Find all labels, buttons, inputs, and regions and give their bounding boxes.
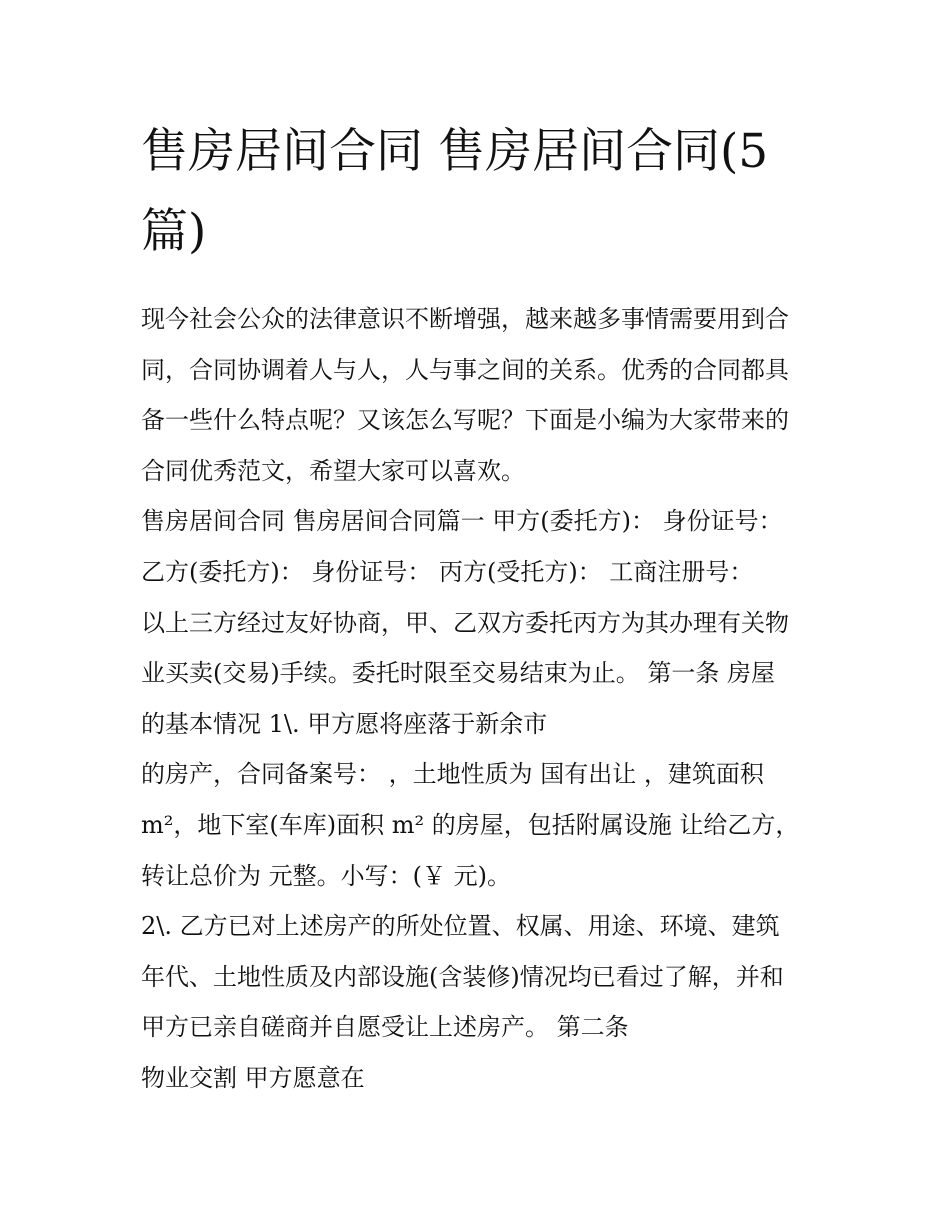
inspection-paragraph — [141, 901, 821, 1053]
text-line: 备一些什么特点呢？又该怎么写呢？下面是小编为大家带来的 — [141, 406, 789, 435]
text-line: 的基本情况 1\. 甲方愿将座落于新余市 — [141, 709, 548, 738]
title-line: 售房居间合同 售房居间合同(5 — [141, 124, 769, 179]
text-line: 现今社会公众的法律意识不断增强，越来越多事情需要用到合 — [141, 305, 789, 333]
intro-paragraph — [141, 294, 821, 496]
text-line: 同，合同协调着人与人，人与事之间的关系。优秀的合同都具 — [141, 355, 789, 384]
text-line: 业买卖(交易)手续。委托时限至交易结束为止。 第一条 房屋 — [141, 659, 775, 688]
text-line: 合同优秀范文，希望大家可以喜欢。 — [141, 456, 525, 485]
document-title — [141, 112, 821, 272]
text-line: 乙方(委托方)： 身份证号： 丙方(受托方)： 工商注册号： — [141, 557, 754, 586]
handover-paragraph — [141, 1053, 821, 1104]
text-line: 以上三方经过友好协商，甲、乙双方委托丙方为其办理有关物 — [141, 608, 789, 637]
text-line: 的房产，合同备案号： ，土地性质为 国有出让 ，建筑面积 — [141, 760, 764, 789]
title-line: 篇) — [141, 204, 207, 259]
text-line: 年代、土地性质及内部设施(含装修)情况均已看过了解，并和 — [141, 962, 784, 991]
document-page — [141, 112, 821, 1104]
text-line: 甲方已亲自磋商并自愿受让上述房产。 第二条 — [141, 1013, 629, 1042]
property-details-paragraph — [141, 749, 821, 901]
text-line: 2\. 乙方已对上述房产的所处位置、权属、用途、环境、建筑 — [141, 912, 780, 941]
text-line: 物业交割 甲方愿意在 — [141, 1063, 365, 1092]
text-line: m²，地下室(车库)面积 m² 的房屋，包括附属设施 让给乙方， — [141, 810, 800, 839]
text-line: 售房居间合同 售房居间合同篇一 甲方(委托方)： 身份证号： — [141, 507, 783, 536]
contract-parties-paragraph — [141, 496, 821, 749]
text-line: 转让总价为 元整。小写：(￥ 元)。 — [141, 861, 511, 890]
